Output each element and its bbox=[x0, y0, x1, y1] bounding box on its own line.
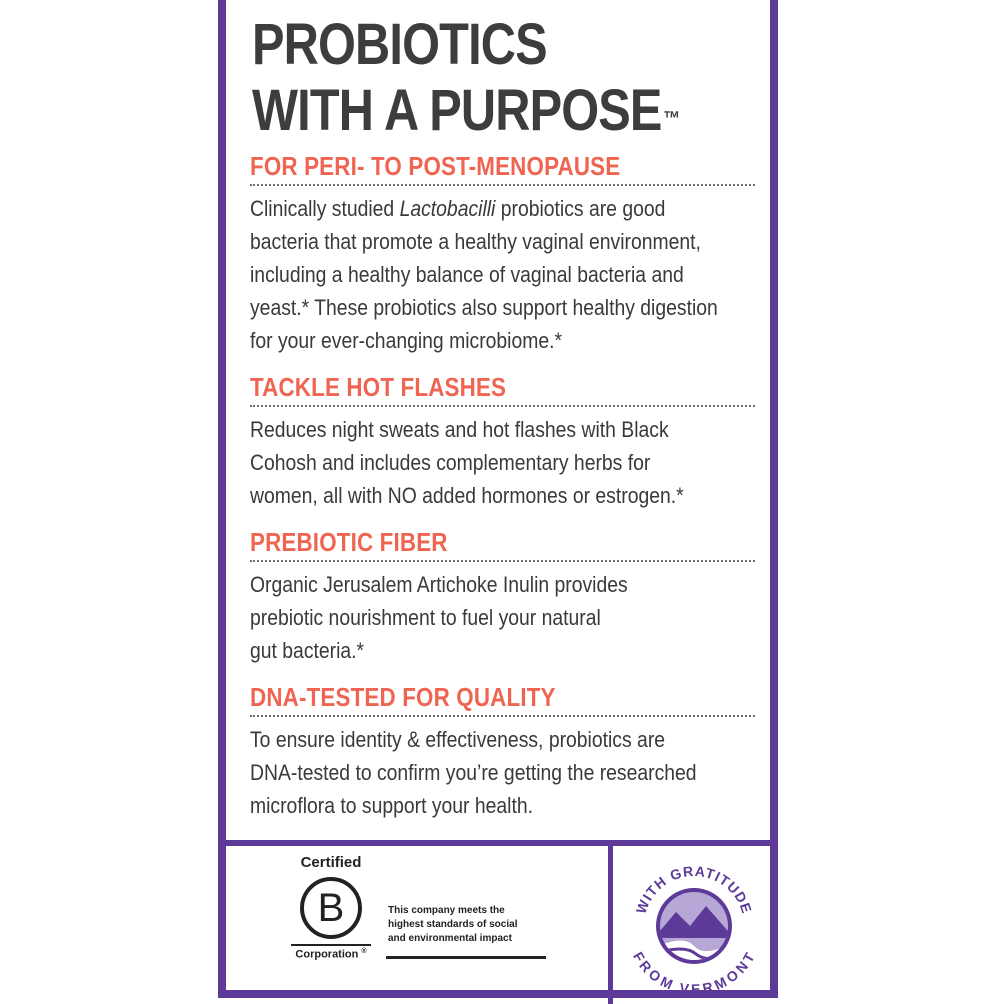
vermont-seal-icon bbox=[624, 856, 764, 996]
bcorp-logo-line bbox=[291, 944, 371, 946]
bcorp-statement-line: and environmental impact bbox=[388, 933, 512, 944]
bcorp-certified-label: Certified bbox=[300, 854, 362, 871]
dotted-divider bbox=[250, 184, 755, 186]
section-title: FOR PERI- TO POST-MENOPAUSE bbox=[250, 151, 621, 181]
body-line: Reduces night sweats and hot flashes with Black bbox=[250, 417, 669, 442]
seal-top-text: WITH GRATITUDE bbox=[632, 862, 756, 916]
bcorp-statement bbox=[388, 904, 548, 946]
headline-line-2: WITH A PURPOSE bbox=[252, 78, 662, 143]
dotted-divider bbox=[250, 560, 755, 562]
body-line: Organic Jerusalem Artichoke Inulin provides bbox=[250, 572, 628, 597]
body-line: gut bacteria.* bbox=[250, 638, 365, 663]
trademark-symbol: ™ bbox=[663, 108, 680, 130]
section-body bbox=[250, 723, 753, 822]
section-body bbox=[250, 192, 753, 357]
body-line bbox=[250, 192, 753, 225]
benefit-section bbox=[250, 526, 755, 667]
benefit-section bbox=[250, 371, 755, 512]
body-text: Clinically studied bbox=[250, 196, 400, 221]
bcorp-statement-line: highest standards of social bbox=[388, 919, 518, 930]
bcorp-b-icon bbox=[298, 875, 364, 941]
seal-bottom-text: FROM VERMONT bbox=[629, 949, 759, 996]
section-body bbox=[250, 568, 753, 667]
bcorp-corporation-text: Corporation bbox=[295, 948, 359, 961]
headline-line-1: PROBIOTICS bbox=[252, 12, 547, 77]
section-title: TACKLE HOT FLASHES bbox=[250, 372, 507, 402]
body-text: probiotics are good bbox=[495, 196, 666, 221]
body-line: Cohosh and includes complementary herbs for bbox=[250, 450, 651, 475]
benefit-sections bbox=[250, 150, 755, 836]
body-line: yeast.* These probiotics also support healthy digestion bbox=[250, 295, 718, 320]
headline bbox=[252, 12, 679, 144]
body-line: microflora to support your health. bbox=[250, 793, 534, 818]
body-line: prebiotic nourishment to fuel your natural bbox=[250, 605, 601, 630]
body-line: including a healthy balance of vaginal bacteria and bbox=[250, 262, 684, 287]
body-line: To ensure identity & effectiveness, probiotics are bbox=[250, 727, 666, 752]
footer-divider bbox=[608, 846, 613, 1004]
bcorp-logo bbox=[286, 854, 376, 961]
italic-term: Lactobacilli bbox=[399, 196, 496, 221]
dotted-divider bbox=[250, 715, 755, 717]
label-panel bbox=[218, 0, 778, 998]
body-line: women, all with NO added hormones or estrogen.* bbox=[250, 483, 684, 508]
registered-mark: ® bbox=[361, 948, 367, 955]
bcorp-statement-line: This company meets the bbox=[388, 905, 505, 916]
body-line: DNA-tested to confirm you’re getting the researched bbox=[250, 760, 697, 785]
footer bbox=[226, 840, 770, 1004]
section-title: PREBIOTIC FIBER bbox=[250, 527, 448, 557]
body-line: for your ever-changing microbiome.* bbox=[250, 328, 563, 353]
body-line: bacteria that promote a healthy vaginal environment, bbox=[250, 229, 701, 254]
bcorp-corporation-label bbox=[286, 948, 376, 961]
benefit-section bbox=[250, 150, 755, 357]
section-body bbox=[250, 413, 753, 512]
section-title: DNA-TESTED FOR QUALITY bbox=[250, 682, 556, 712]
benefit-section bbox=[250, 681, 755, 822]
bcorp-letter: B bbox=[317, 886, 345, 930]
bcorp-statement-rule bbox=[386, 956, 546, 959]
dotted-divider bbox=[250, 405, 755, 407]
